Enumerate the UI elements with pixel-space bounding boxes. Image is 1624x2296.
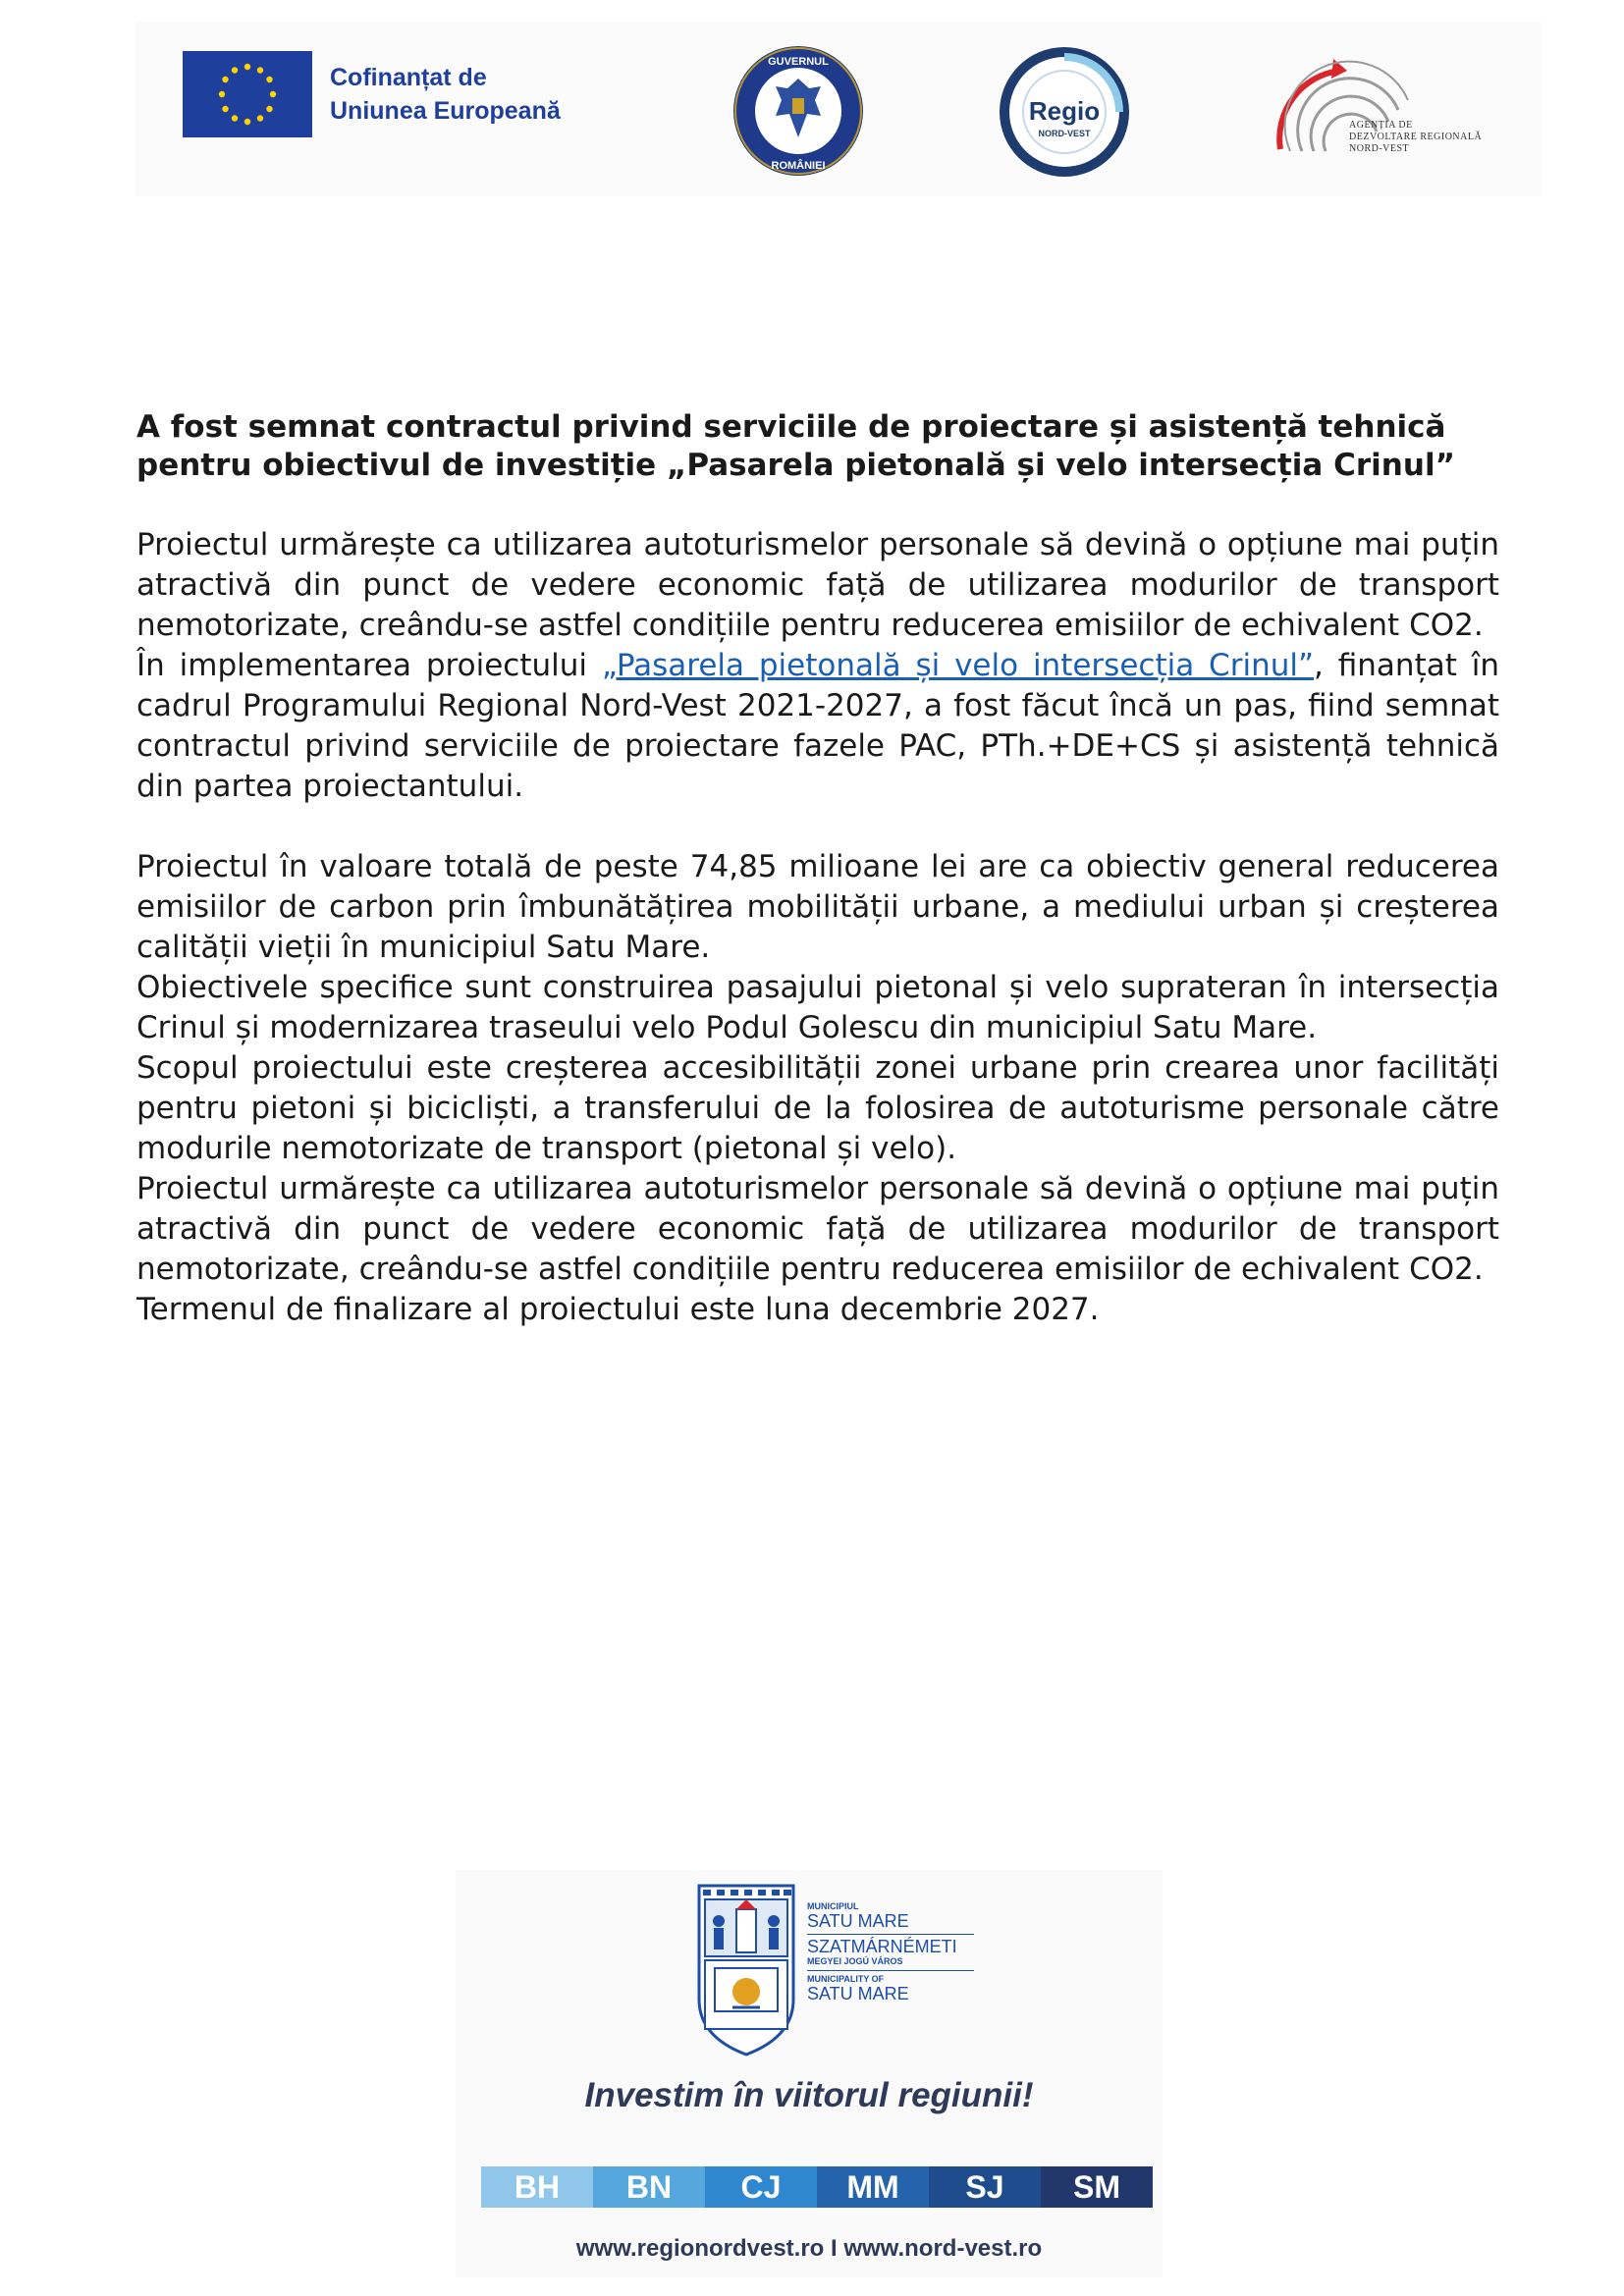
divider bbox=[807, 1970, 974, 1971]
county-code-bn: BN bbox=[593, 2166, 705, 2208]
county-code-mm: MM bbox=[817, 2166, 929, 2208]
county-code-sj: SJ bbox=[929, 2166, 1041, 2208]
adr-line-3: NORD-VEST bbox=[1349, 143, 1410, 154]
spacer bbox=[136, 485, 1499, 525]
satu-mare-crest-icon bbox=[695, 1882, 797, 2056]
regio-name-text: Regio bbox=[1028, 96, 1101, 126]
city-hu-subtitle: MEGYEI JOGÚ VÁROS bbox=[807, 1956, 903, 1966]
adr-nord-vest-logo-icon bbox=[1251, 41, 1526, 184]
county-code-sm: SM bbox=[1041, 2166, 1153, 2208]
adr-line-1: AGENȚIA DE bbox=[1349, 120, 1413, 131]
project-link[interactable]: „Pasarela pietonală și velo intersecția Crinul” bbox=[601, 648, 1315, 683]
romanian-government-seal-icon bbox=[731, 43, 866, 179]
paragraph-2-start: În implementarea proiectului bbox=[136, 648, 602, 683]
county-code-bh: BH bbox=[481, 2166, 593, 2208]
city-name-hu: SZATMÁRNÉMETI bbox=[807, 1937, 957, 1956]
seal-top-text: GUVERNUL bbox=[768, 56, 829, 68]
paragraph-2 bbox=[136, 646, 1499, 807]
municipality-label: MUNICIPIUL bbox=[807, 1901, 859, 1911]
eu-flag-icon bbox=[183, 51, 312, 137]
seal-bottom-text: ROMÂNIEI bbox=[771, 160, 826, 172]
paragraph-6: Proiectul urmărește ca utilizarea autoturismelor personale să devină o opțiune mai puțin atractivă din punct de vedere economic față de utilizarea modurilor de transport nemotorizate, creându-se astfel condițiile pentru reducerea emisiilor de echivalent CO2. bbox=[136, 1171, 1499, 1287]
eu-line-2: Uniunea Europeană bbox=[330, 97, 561, 125]
footer-branding bbox=[456, 1870, 1163, 2277]
paragraph-5: Scopul proiectului este creșterea accesibilității zonei urbane prin crearea unor facilități pentru pietoni și bicicliști, a transferului de la folosirea de autoturisme personale către modurile nemotorizate de transport (pietonal și velo). bbox=[136, 1050, 1499, 1166]
satu-mare-names bbox=[807, 1901, 974, 2003]
slogan: Investim în viitorul regiunii! bbox=[584, 2076, 1034, 2114]
regio-sub-text: NORD-VEST bbox=[1038, 129, 1091, 138]
paragraph-1: Proiectul urmărește ca utilizarea autoturismelor personale să devină o opțiune mai puțin atractivă din punct de vedere economic față de utilizarea modurilor de transport nemotorizate, creându-se astfel condițiile pentru reducerea emisiilor de echivalent CO2. bbox=[136, 527, 1499, 643]
divider bbox=[807, 1934, 974, 1935]
websites[interactable]: www.regionordvest.ro I www.nord-vest.ro bbox=[575, 2235, 1043, 2262]
paragraph-2-end: , finanțat în cadrul Programului Regional Nord-Vest 2021-2027, a fost făcut încă un pas, fiind semnat contractul privind serviciile de proiectare fazele PAC, PTh.+DE+CS și asistență tehnică din partea proiectantului. bbox=[136, 648, 1500, 804]
adr-line-2: DEZVOLTARE REGIONALĂ bbox=[1349, 132, 1483, 142]
header-logos-strip bbox=[135, 22, 1542, 196]
city-name-ro: SATU MARE bbox=[807, 1911, 909, 1931]
paragraph-4: Obiectivele specifice sunt construirea pasajului pietonal și velo suprateran în intersecția Crinul și modernizarea traseului velo Podul Golescu din municipiul Satu Mare. bbox=[136, 970, 1499, 1045]
eu-line-1: Cofinanțat de bbox=[330, 64, 487, 91]
regio-nord-vest-logo-icon bbox=[996, 43, 1133, 181]
county-codes-bar bbox=[481, 2166, 1153, 2208]
article bbox=[136, 408, 1499, 1330]
paragraph-7: Termenul de finalizare al proiectului este luna decembrie 2027. bbox=[136, 1292, 1100, 1327]
eu-cofinancing-text bbox=[330, 61, 561, 128]
city-name-en: SATU MARE bbox=[807, 1984, 909, 2003]
municipality-en-label: MUNICIPALITY OF bbox=[807, 1974, 885, 1984]
spacer bbox=[136, 807, 1499, 847]
county-code-cj: CJ bbox=[705, 2166, 817, 2208]
paragraph-3: Proiectul în valoare totală de peste 74,85 milioane lei are ca obiectiv general reducerea emisiilor de carbon prin îmbunătățirea mobilității urbane, a mediului urban și creșterea calității vieții în municipiul Satu Mare. bbox=[136, 849, 1499, 965]
adr-caption bbox=[1349, 120, 1482, 155]
article-title: A fost semnat contractul privind serviciile de proiectare și asistență tehnică pentru obiectivul de investiție „Pasarela pietonală și velo intersecția Crinul” bbox=[136, 409, 1455, 483]
